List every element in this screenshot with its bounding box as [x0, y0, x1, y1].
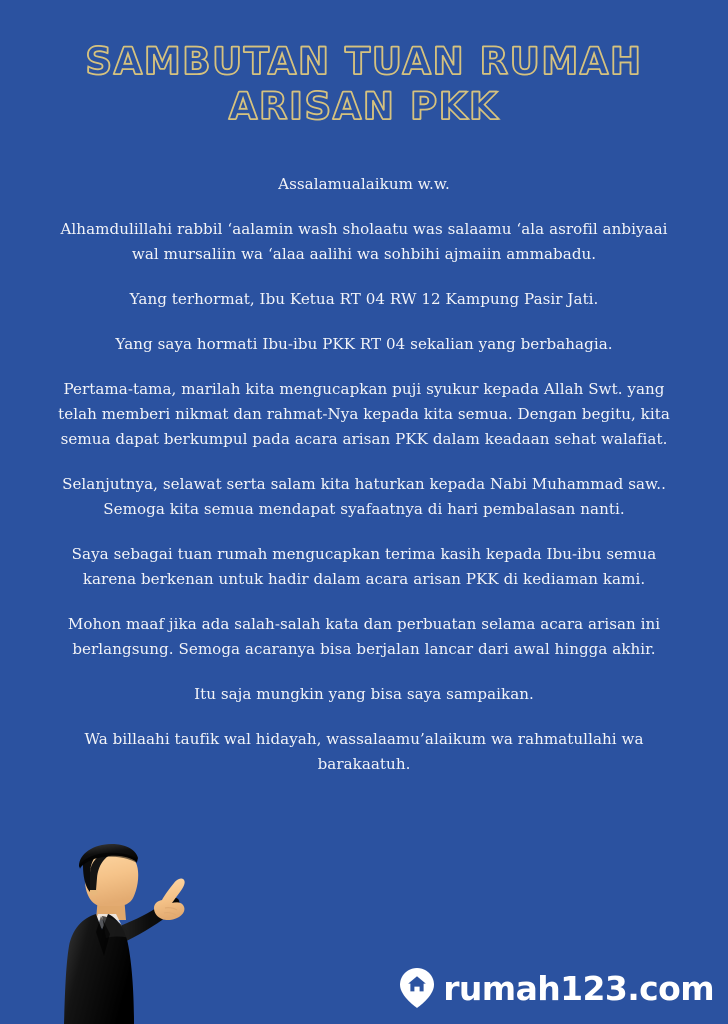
paragraph-closing-salam: Wa billaahi taufik wal hidayah, wassalaamu’alaikum wa rahmatullahi wa barakaatuh.: [84, 730, 644, 773]
hand-knuckle-line: [165, 908, 177, 910]
paragraph-closing-remark: Itu saja mungkin yang bisa saya sampaikan.: [194, 685, 534, 703]
ear-shape: [89, 884, 98, 895]
paragraph-apology: Mohon maaf jika ada salah-salah kata dan perbuatan selama acara arisan ini berlangsung. Semoga acaranya bisa berjalan lancar dari awal hingga akhir.: [67, 615, 661, 658]
paragraph-honoree-pkk: Yang saya hormati Ibu-ibu PKK RT 04 sekalian yang berbahagia.: [115, 335, 613, 353]
peci-cap-shape: [79, 844, 138, 868]
title-line-2: ARISAN PKK: [228, 85, 500, 128]
paragraph-greeting: Assalamualaikum w.w.: [278, 175, 450, 193]
suit-torso-shape: [64, 914, 134, 1024]
paragraph-host-thanks: Saya sebagai tuan rumah mengucapkan terima kasih kepada Ibu-ibu semua karena berkenan untuk hadir dalam acara arisan PKK di kediaman kami.: [71, 545, 657, 588]
page-title: [0, 40, 728, 128]
man-in-peci-pointing-illustration: [38, 844, 198, 1024]
shoulder-highlight-shape: [102, 916, 130, 938]
head-shape: [85, 848, 138, 906]
lapel-shape: [96, 916, 110, 956]
pointing-hand-shape: [154, 879, 185, 920]
logo-wordmark: rumah123.com: [443, 968, 714, 1008]
pointing-arm-sleeve-shape: [110, 898, 179, 944]
title-line-1: SAMBUTAN TUAN RUMAH: [85, 40, 643, 83]
paragraph-salawat: Selanjutnya, selawat serta salam kita haturkan kepada Nabi Muhammad saw.. Semoga kita semua mendapat syafaatnya di hari pembalasan nanti.: [62, 475, 666, 518]
paragraph-hamdalah: Alhamdulillahi rabbil ‘aalamin wash sholaatu was salaamu ‘ala asrofil anbiyaai wal mursaliin wa ‘alaa aalihi wa sohbihi ajmaiin ammabadu.: [60, 220, 668, 263]
map-pin-house-icon: [400, 968, 434, 1008]
neck-shape: [96, 896, 126, 920]
hair-side-shape: [90, 852, 116, 890]
hand-knuckle-line-2: [164, 913, 176, 915]
shirt-collar-shape: [94, 914, 122, 932]
peci-band-shape: [79, 853, 137, 869]
paragraph-gratitude-allah: Pertama-tama, marilah kita mengucapkan puji syukur kepada Allah Swt. yang telah memberi nikmat dan rahmat-Nya kepada kita semua. Dengan begitu, kita semua dapat berkumpul pada acara arisan PKK dalam keadaan sehat walafiat.: [58, 380, 670, 448]
paragraph-honoree-rt-chair: Yang terhormat, Ibu Ketua RT 04 RW 12 Kampung Pasir Jati.: [129, 290, 599, 308]
hair-shape: [83, 847, 108, 892]
rumah123-logo[interactable]: [400, 968, 714, 1008]
speech-body: [58, 172, 670, 777]
